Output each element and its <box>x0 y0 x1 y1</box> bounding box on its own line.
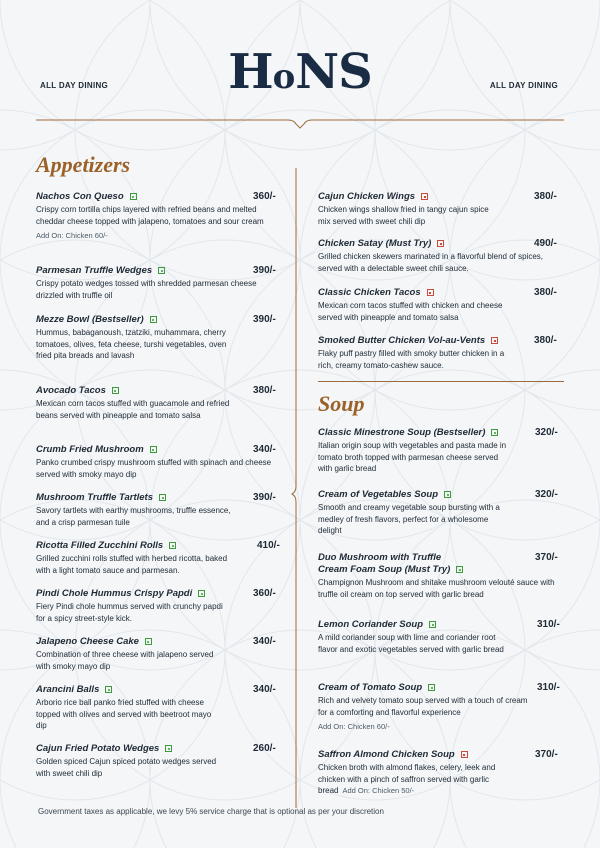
veg-icon <box>491 429 498 436</box>
non-veg-icon <box>427 289 434 296</box>
item-name: Lemon Coriander Soup <box>318 619 424 630</box>
menu-item <box>36 314 282 362</box>
veg-icon <box>105 686 112 693</box>
menu-item <box>318 682 564 731</box>
item-name: Chicken Satay (Must Try) <box>318 238 432 249</box>
item-description: Grilled chicken skewers marinated in a flavorful blend of spices, served with a delectable sweet chili sauce. <box>318 252 543 273</box>
item-description: Fiery Pindi chole hummus served with crunchy papdi for a spicy street-style kick. <box>36 602 223 623</box>
veg-icon <box>112 387 119 394</box>
menu-item <box>318 287 564 323</box>
item-price: 370/- <box>535 749 558 760</box>
item-description: Italian origin soup with vegetables and pasta made in tomato broth topped with parmesan cheese served with garlic bread <box>318 441 507 473</box>
footer-note: Government taxes as applicable, we levy 5% service charge that is optional as per your discretion <box>38 807 384 816</box>
item-description: Flaky puff pastry filled with smoky butter chicken in a rich, creamy tomato-cashew sauce. <box>318 349 505 370</box>
logo-letter-o: o <box>272 57 296 97</box>
tagline-right: ALL DAY DINING <box>489 81 558 90</box>
menu-item <box>36 265 282 301</box>
item-price: 320/- <box>535 427 558 438</box>
item-price: 340/- <box>253 444 276 455</box>
veg-icon <box>456 566 463 573</box>
item-description: Grilled zucchini rolls stuffed with herbed ricotta, baked with a light tomato sauce and parmesan. <box>36 554 228 575</box>
item-description: Panko crumbed crispy mushroom stuffed with spinach and cheese served with smoky mayo dip <box>36 458 272 479</box>
item-price: 410/- <box>257 540 280 551</box>
non-veg-icon <box>421 193 428 200</box>
item-name: Smoked Butter Chicken Vol-au-Vents <box>318 335 486 346</box>
non-veg-icon <box>491 337 498 344</box>
item-price: 360/- <box>253 588 276 599</box>
item-name: Cream of Vegetables Soup <box>318 489 439 500</box>
veg-icon <box>159 494 166 501</box>
item-description: Chicken wings shallow fried in tangy cajun spice mix served with sweet chili dip <box>318 205 489 226</box>
item-price: 380/- <box>534 191 557 202</box>
logo-letters-ns: NS <box>295 44 372 100</box>
item-description: Mexican corn tacos stuffed with chicken and cheese served with pineapple and tomato salsa <box>318 301 503 322</box>
item-description: Champignon Mushroom and shitake mushroom velouté sauce with truffle oil cream on top served with garlic bread <box>318 578 555 599</box>
item-name-line-2: Cream Foam Soup (Must Try) <box>318 564 451 575</box>
veg-icon <box>429 621 436 628</box>
menu-item <box>318 552 564 600</box>
item-price: 360/- <box>253 191 276 202</box>
item-price: 310/- <box>537 682 560 693</box>
item-name: Arancini Balls <box>36 684 100 695</box>
item-description: Golden spiced Cajun spiced potato wedges served with sweet chili dip <box>36 757 217 778</box>
menu-item <box>318 238 564 274</box>
logo-letter-h: H <box>228 44 273 100</box>
item-price: 380/- <box>534 287 557 298</box>
item-price: 260/- <box>253 743 276 754</box>
item-description: Hummus, babaganoush, tzatziki, muhammara, cherry tomatoes, olives, feta cheese, turshi vegetables, oven fried pita breads and lavash <box>36 328 227 360</box>
item-name: Classic Minestrone Soup (Bestseller) <box>318 427 486 438</box>
tagline-left: ALL DAY DINING <box>40 81 109 90</box>
veg-icon <box>165 745 172 752</box>
veg-icon <box>444 491 451 498</box>
menu-item <box>36 540 282 576</box>
menu-item <box>318 335 564 371</box>
item-description: Rich and velvety tomato soup served with a touch of cream for a comforting and flavorful experience <box>318 696 528 717</box>
menu-item <box>36 492 282 528</box>
menu-item <box>36 743 282 779</box>
item-name: Parmesan Truffle Wedges <box>36 265 153 276</box>
item-price: 320/- <box>535 489 558 500</box>
veg-icon <box>150 446 157 453</box>
veg-icon <box>169 542 176 549</box>
veg-icon <box>428 684 435 691</box>
item-description <box>318 762 504 797</box>
menu-item <box>36 684 282 732</box>
item-price: 390/- <box>253 314 276 325</box>
column-divider <box>290 168 304 808</box>
menu-item <box>36 444 282 480</box>
item-name: Cajun Fried Potato Wedges <box>36 743 160 754</box>
section-title-appetizers: Appetizers <box>36 152 131 177</box>
veg-icon <box>198 590 205 597</box>
item-name: Avocado Tacos <box>36 385 106 396</box>
soup-divider <box>318 381 564 382</box>
menu-item <box>36 636 282 672</box>
item-price: 380/- <box>534 335 557 346</box>
item-description: Combination of three cheese with jalapeno served with smoky mayo dip <box>36 650 214 671</box>
veg-icon <box>158 267 165 274</box>
veg-icon <box>145 638 152 645</box>
menu-item <box>318 619 564 655</box>
item-price: 390/- <box>253 492 276 503</box>
section-title-soup: Soup <box>318 391 365 416</box>
menu-item <box>36 191 282 240</box>
menu-item <box>318 489 564 537</box>
item-price: 390/- <box>253 265 276 276</box>
item-description: Savory tartlets with earthy mushrooms, truffle essence, and a crisp parmesan tuile <box>36 506 231 527</box>
item-name: Cream of Tomato Soup <box>318 682 423 693</box>
brand-logo <box>0 44 600 100</box>
item-description: A mild coriander soup with lime and coriander root flavor and exotic vegetables served with garlic bread <box>318 633 504 654</box>
item-name: Cajun Chicken Wings <box>318 191 416 202</box>
menu-item <box>318 427 564 475</box>
item-description: Crispy corn tortilla chips layered with refried beans and melted cheddar cheese topped with jalapeno, tomatoes and sour cream <box>36 205 264 226</box>
item-description: Arborio rice ball panko fried stuffed with cheese topped with olives and served with beetroot mayo dip <box>36 698 212 730</box>
item-description: Mexican corn tacos stuffed with guacamole and refried beans served with pineapple and tomato salsa <box>36 399 230 420</box>
item-description: Smooth and creamy vegetable soup bursting with a medley of fresh flavors, perfect for a wholesome delight <box>318 503 500 535</box>
item-name: Ricotta Filled Zucchini Rolls <box>36 540 164 551</box>
item-name: Pindi Chole Hummus Crispy Papdi <box>36 588 193 599</box>
item-price: 380/- <box>253 385 276 396</box>
veg-icon <box>130 193 137 200</box>
item-name: Crumb Fried Mushroom <box>36 444 144 455</box>
menu-item <box>36 588 282 624</box>
item-name: Jalapeno Cheese Cake <box>36 636 139 647</box>
item-price: 340/- <box>253 636 276 647</box>
item-price: 490/- <box>534 238 557 249</box>
item-description-text: Chicken broth with almond flakes, celery, leek and chicken with a pinch of saffron served with garlic bread <box>318 763 496 795</box>
item-addon: Add On: Chicken 60/- <box>36 231 108 240</box>
item-name: Saffron Almond Chicken Soup <box>318 749 455 760</box>
veg-icon <box>150 316 157 323</box>
item-price: 310/- <box>537 619 560 630</box>
menu-item <box>36 385 282 421</box>
item-name: Mushroom Truffle Tartlets <box>36 492 154 503</box>
item-name: Duo Mushroom with Truffle <box>318 552 442 563</box>
header-divider <box>36 116 564 130</box>
item-name: Mezze Bowl (Bestseller) <box>36 314 144 325</box>
item-price: 370/- <box>535 552 558 563</box>
item-price: 340/- <box>253 684 276 695</box>
item-description: Crispy potato wedges tossed with shredded parmesan cheese drizzled with truffle oil <box>36 279 257 300</box>
item-addon: Add On: Chicken 60/- <box>318 722 390 731</box>
item-addon: Add On: Chicken 50/- <box>342 786 415 795</box>
item-name: Classic Chicken Tacos <box>318 287 421 298</box>
menu-item <box>318 191 564 227</box>
non-veg-icon <box>437 240 444 247</box>
item-name: Nachos Con Queso <box>36 191 124 202</box>
non-veg-icon <box>461 751 468 758</box>
menu-item <box>318 749 564 797</box>
